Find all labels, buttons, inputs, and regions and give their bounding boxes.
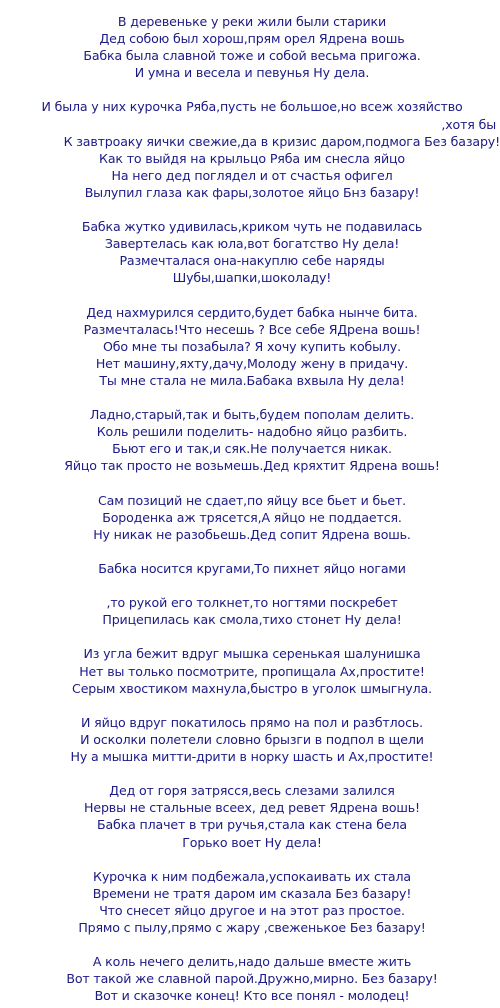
poem-line: Бабка была славной тоже и собой весьма пригожа. bbox=[83, 48, 421, 64]
poem-line: В деревеньке у реки жили были старики bbox=[117, 14, 387, 29]
poem-line: Ладно,старый,так и быть,будем пополам делить. bbox=[89, 407, 415, 423]
poem-line: К завтроаку яички свежие,да в кризис даром,подмога Без базару! bbox=[63, 133, 500, 149]
stanza-break bbox=[0, 697, 500, 714]
stanza-break bbox=[0, 81, 500, 98]
poem-line: Вот и сказочке конец! Кто все понял - молодец! bbox=[94, 988, 410, 1004]
poem-line: ,то рукой его толкнет,то ногтями поскребет bbox=[106, 595, 398, 611]
poem-line: Горько воет Ну дела! bbox=[182, 834, 322, 850]
poem-line: Времени не тратя даром им сказала Без базару! bbox=[92, 885, 412, 901]
poem-line: Завертелась как юла,вот богатство Ну дела! bbox=[104, 236, 400, 252]
poem-line: Нет машину,яхту,дачу,Молоду жену в придачу. bbox=[95, 355, 409, 371]
poem-line: Бабка жутко удивилась,криком чуть не подавилась bbox=[81, 219, 423, 235]
stanza-break bbox=[0, 543, 500, 560]
stanza-break bbox=[0, 851, 500, 868]
poem-line: Нет вы только посмотрите, пропищала Ах,простите! bbox=[79, 663, 425, 679]
poem-line: Ну никак не разобьешь.Дед сопит Ядрена вошь. bbox=[93, 526, 411, 542]
stanza-break bbox=[0, 628, 500, 645]
poem-line: Курочка к ним подбежала,успокаивать их стала bbox=[93, 868, 411, 884]
stanza-break bbox=[0, 475, 500, 492]
poem-line: Сам позиций не сдает,по яйцу все бьет и бьет. bbox=[97, 492, 407, 508]
poem-line: Обо мне ты позабыла? Я хочу купить кобылу. bbox=[103, 338, 401, 354]
poem-line: Серым хвостиком махнула,быстро в уголок шмыгнула. bbox=[72, 680, 432, 696]
poem-line: Ну а мышка митти-дрити в норку шасть и Ах,простите! bbox=[70, 749, 434, 765]
poem-line: Как то выйдя на крыльцо Ряба им снесла яйцо bbox=[99, 150, 405, 166]
poem-line: Бабка плачет в три ручья,стала как стена бела bbox=[97, 817, 407, 833]
poem-line: ,хотя бы bbox=[441, 116, 496, 132]
poem-line: Бьют его и так,и сяк.Не получается никак. bbox=[112, 441, 392, 457]
poem-line: Нервы не стальные всеех, дед ревет Ядрена вошь! bbox=[84, 800, 420, 816]
poem bbox=[0, 13, 500, 1004]
poem-line: Размечталась!Что несешь ? Все себе ЯДрена вошь! bbox=[83, 321, 421, 337]
poem-line: Дед от горя затрясся,весь слезами залился bbox=[109, 783, 395, 799]
poem-line: Бороденка аж трясется,А яйцо не поддается. bbox=[102, 509, 402, 525]
stanza-break bbox=[0, 287, 500, 304]
poem-line: Ты мне стала не мила.Бабака вхвыла Ну дела! bbox=[99, 372, 405, 388]
poem-line: И осколки полетели словно брызги в подпол в щели bbox=[80, 731, 424, 747]
poem-line: Коль решили поделить- надобно яйцо разбить. bbox=[96, 424, 408, 440]
stanza-break bbox=[0, 577, 500, 594]
poem-line: Шубы,шапки,шоколаду! bbox=[172, 270, 332, 286]
poem-line: И была у них курочка Ряба,пусть не большое,но всеж хозяйство bbox=[41, 99, 463, 115]
poem-line: А коль нечего делить,надо дальше вместе жить bbox=[92, 954, 412, 970]
stanza-break bbox=[0, 389, 500, 406]
poem-line: Вот такой же славной парой.Дружно,мирно. Без базару! bbox=[66, 971, 438, 987]
poem-line: Яйцо так просто не возьмешь.Дед кряхтит Ядрена вошь! bbox=[64, 458, 440, 474]
poem-line: И яйцо вдруг покатилось прямо на пол и разбтлось. bbox=[81, 714, 423, 730]
poem-line: Размечталася она-накуплю себе наряды bbox=[119, 253, 385, 269]
poem-line: И умна и весела и певунья Ну дела. bbox=[134, 65, 370, 81]
poem-line: Что снесет яйцо другое и на этот раз простое. bbox=[99, 902, 405, 918]
stanza-break bbox=[0, 765, 500, 782]
stanza-break bbox=[0, 936, 500, 953]
poem-line: Дед собою был хорош,прям орел Ядрена вошь bbox=[99, 31, 405, 47]
poem-line: На него дед поглядел и от счастья офигел bbox=[111, 167, 393, 183]
poem-line: Прицепилась как смола,тихо стонет Ну дела! bbox=[102, 612, 402, 628]
poem-line: Вылупил глаза как фары,золотое яйцо Бнз базару! bbox=[84, 184, 420, 200]
poem-line: Бабка носится кругами,То пихнет яйцо ногами bbox=[98, 561, 406, 576]
poem-line: Дед нахмурился сердито,будет бабка нынче бита. bbox=[86, 304, 418, 320]
poem-line: Из угла бежит вдруг мышка серенькая шалунишка bbox=[83, 646, 421, 662]
stanza-break bbox=[0, 201, 500, 218]
poem-line: Прямо с пылу,прямо с жару ,свеженькое Без базару! bbox=[78, 919, 426, 935]
